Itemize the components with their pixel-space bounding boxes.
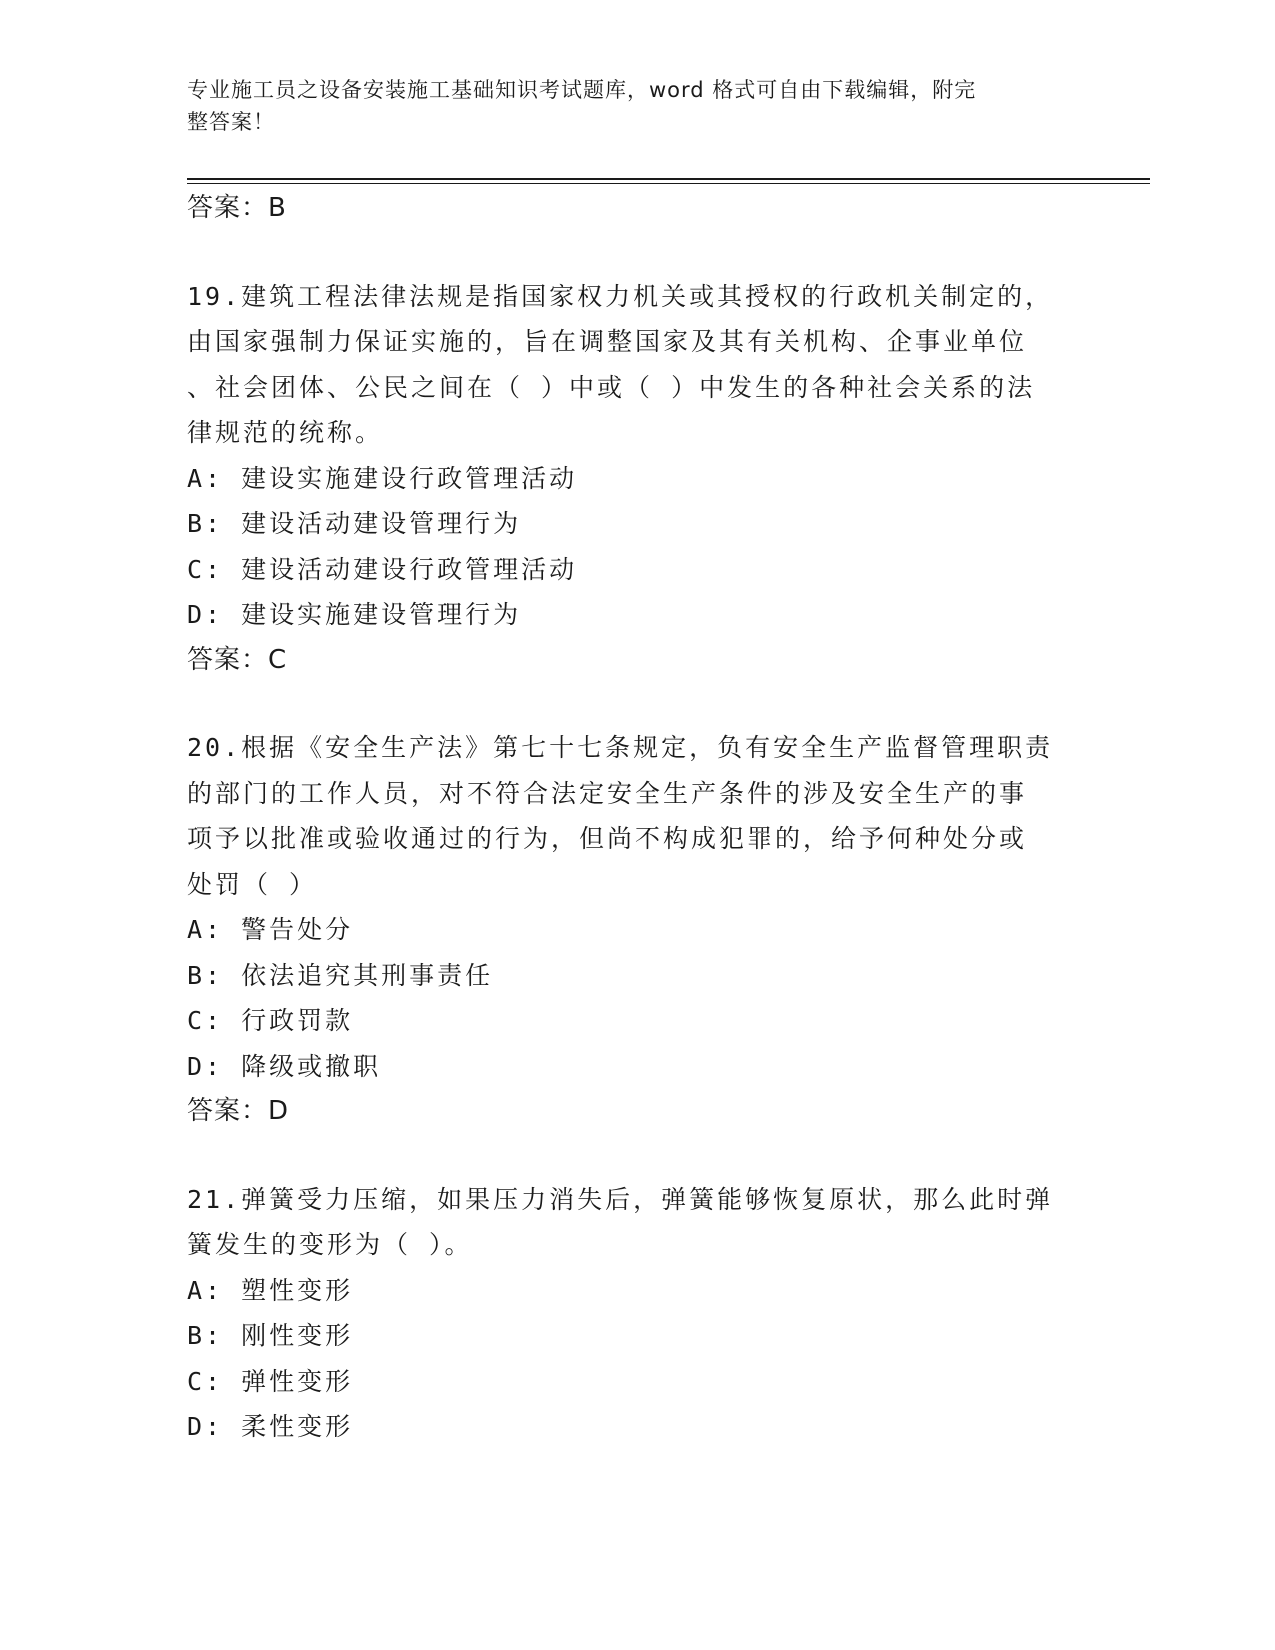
answer-line: 答案：C [187,644,288,675]
spacer [187,683,1087,725]
answer-line: 答案：B [187,193,287,223]
option-a: A: 警告处分 [187,915,354,944]
option-b: B: 建设活动建设管理行为 [187,509,522,538]
question-21 [187,1177,1087,1450]
question-stem-line: 的部门的工作人员，对不符合法定安全生产条件的涉及安全生产的事 [187,778,1028,808]
header-rule-thick [187,178,1150,180]
question-stem-line: 处罚（ ） [187,869,318,899]
option-b: B: 刚性变形 [187,1321,354,1350]
option-d: D: 柔性变形 [187,1412,354,1441]
question-stem-line: 19.建筑工程法律法规是指国家权力机关或其授权的行政机关制定的， [187,281,1054,311]
document-header [187,74,1067,138]
spacer [187,1135,1087,1177]
option-a: A: 建设实施建设行政管理活动 [187,463,578,493]
question-stem-line: 律规范的统称。 [187,418,384,447]
questions-body [187,186,1087,1450]
question-stem-line: 簧发生的变形为（ ）。 [187,1230,473,1259]
option-a: A: 塑性变形 [187,1275,354,1305]
header-rule-thin [187,183,1150,184]
question-stem-line: 项予以批准或验收通过的行为，但尚不构成犯罪的，给予何种处分或 [187,824,1028,853]
question-stem-line: 由国家强制力保证实施的，旨在调整国家及其有关机构、企事业单位 [187,327,1028,356]
option-d: D: 建设实施建设管理行为 [187,600,522,629]
answer-line: 答案：D [187,1096,290,1126]
question-stem-line: 、社会团体、公民之间在（ ）中或（ ）中发生的各种社会关系的法 [187,372,1036,402]
question-20 [187,725,1087,1135]
header-line-2: 整答案！ [187,110,275,134]
question-19 [187,274,1087,684]
option-c: C: 建设活动建设行政管理活动 [187,554,578,584]
spacer [187,232,1087,274]
option-c: C: 行政罚款 [187,1006,354,1035]
header-line-1: 专业施工员之设备安装施工基础知识考试题库，word 格式可自由下载编辑，附完 [187,78,977,102]
question-stem-line: 21.弹簧受力压缩，如果压力消失后，弹簧能够恢复原状，那么此时弹 [187,1184,1054,1214]
question-stem-line: 20.根据《安全生产法》第七十七条规定，负有安全生产监督管理职责 [187,733,1054,762]
option-d: D: 降级或撤职 [187,1051,382,1081]
option-b: B: 依法追究其刑事责任 [187,960,494,990]
option-c: C: 弹性变形 [187,1366,354,1396]
